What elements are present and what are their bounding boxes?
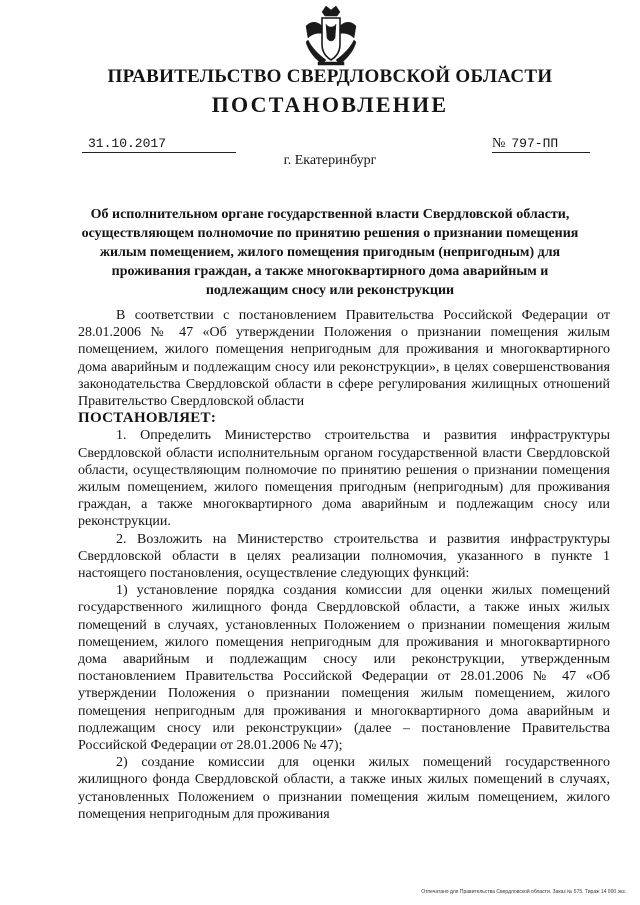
print-footer: Отпечатано для Правительства Свердловской области. Заказ № 575. Тираж 14 000 экз. <box>421 889 626 895</box>
subitem-1-paragraph: 1) установление порядка создания комиссии для оценки жилых помещений государственного жилищного фонда Свердловской области, а также иных жилых помещений в случаях, установленных Положением о признании помещения жилым помещением, жилого помещения непригодным для проживания и многоквартирного дома аварийным и подлежащим сносу или реконструкции, утвержденным постановлением Правительства Российской Федерации от 28.01.2006 № 47 «Об утверждении Положения о признании помещения жилым помещением, жилого помещения непригодным для проживания и многоквартирного дома аварийным и подлежащим сносу или реконструкции» (далее – постановление Правительства Российской Федерации от 28.01.2006 № 47); <box>78 583 610 754</box>
document-type: ПОСТАНОВЛЕНИЕ <box>211 92 449 117</box>
subitem-2-paragraph: 2) создание комиссии для оценки жилых помещений государственного жилищного фонда Свердловской области, а также иных жилых помещений в случаях, установленных Положением о признании помещения жилым помещением, жилого помещения непригодным для проживания <box>78 755 610 822</box>
city: г. Екатеринбург <box>283 153 377 168</box>
preamble-paragraph: В соответствии с постановлением Правительства Российской Федерации от 28.01.2006 № 47 «Об утверждении Положения о признании помещения жилым помещением, жилого помещения непригодным для проживания и многоквартирного дома аварийным и подлежащим сносу или реконструкции», в целях совершенствования законодательства Свердловской области в сфере регулирования жилищных отношений Правительство Свердловской области <box>78 308 610 410</box>
number-value: 797-ПП <box>511 136 559 151</box>
document-date: 31.10.2017 <box>82 136 236 153</box>
number-prefix: № <box>492 136 506 151</box>
document-title: Об исполнительном органе государственной власти Свердловской области, осуществляющем полномочие по принятию решения о признании помещения жилым помещением, жилого помещения пригодным (непригодным) для проживания граждан, а также многоквартирного дома аварийным и подлежащим сносу или реконструкции <box>81 207 579 298</box>
government-name: ПРАВИТЕЛЬСТВО СВЕРДЛОВСКОЙ ОБЛАСТИ <box>107 66 553 87</box>
document-number <box>492 136 590 153</box>
resolves-heading: ПОСТАНОВЛЯЕТ: <box>78 410 217 427</box>
item-1-paragraph: 1. Определить Министерство строительства и развития инфраструктуры Свердловской области исполнительным органом государственной власти Свердловской области, осуществляющим полномочие по принятию решения о признании помещения жилым помещением, жилого помещения пригодным (непригодным) для проживания граждан, а также многоквартирного дома аварийным и подлежащим сносу или реконструкции. <box>78 428 610 530</box>
document-body <box>78 307 610 823</box>
coat-of-arms-icon <box>298 4 364 70</box>
item-2-paragraph: 2. Возложить на Министерство строительства и развития инфраструктуры Свердловской области в целях реализации полномочия, указанного в пункте 1 настоящего постановления, осуществление следующих функций: <box>78 531 610 582</box>
